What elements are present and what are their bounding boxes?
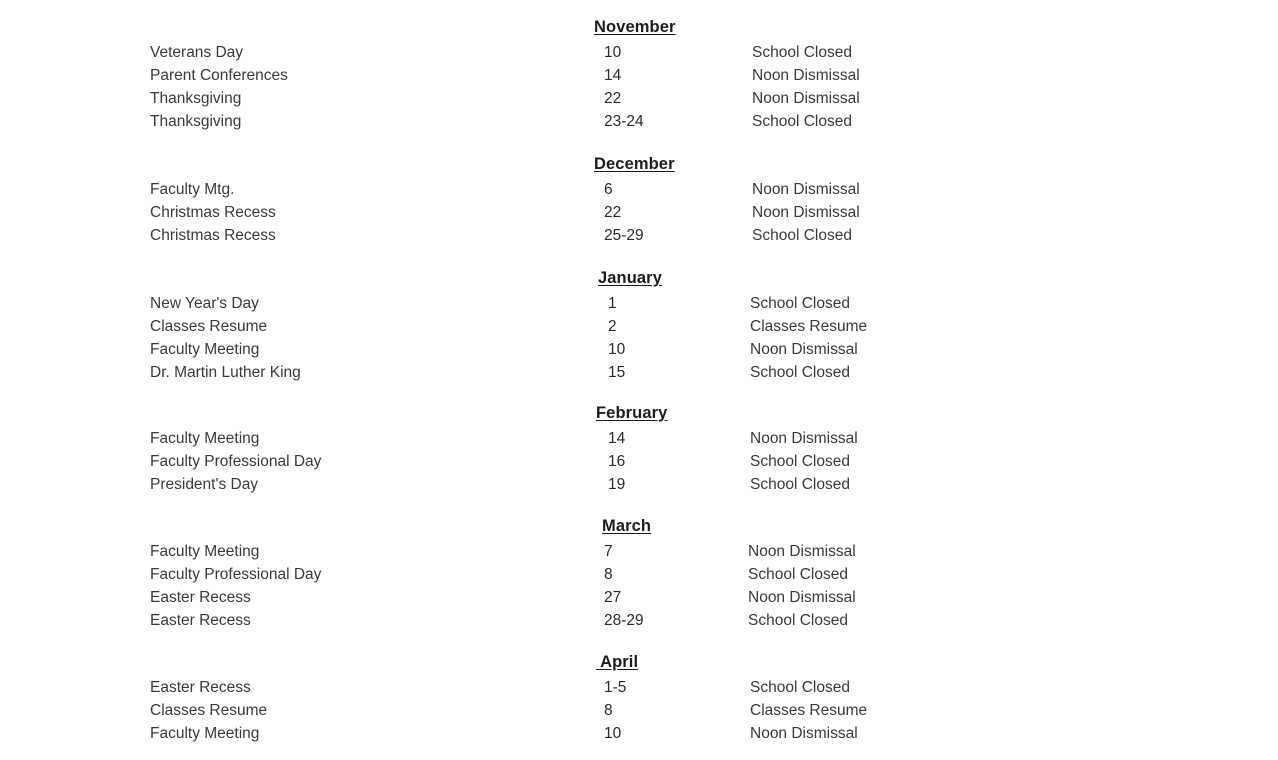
event-date: 7 — [604, 543, 613, 560]
month-name: February — [596, 404, 668, 422]
calendar-row — [0, 612, 1278, 635]
event-name: Thanksgiving — [150, 90, 242, 107]
month-heading-row — [0, 517, 1278, 543]
event-date: 16 — [608, 453, 626, 470]
event-date: 10 — [608, 341, 626, 358]
event-date: 6 — [604, 181, 613, 198]
month-heading-row — [0, 404, 1278, 430]
calendar-row — [0, 476, 1278, 499]
calendar-row — [0, 543, 1278, 566]
event-name: Easter Recess — [150, 679, 251, 696]
event-status: School Closed — [750, 679, 850, 696]
month-name: March — [602, 517, 652, 535]
calendar-row — [0, 566, 1278, 589]
event-name: Thanksgiving — [150, 113, 242, 130]
event-name: Faculty Mtg. — [150, 181, 235, 198]
event-status: Noon Dismissal — [750, 341, 858, 358]
event-status: School Closed — [752, 44, 852, 61]
event-name: Easter Recess — [150, 589, 251, 606]
event-name: Faculty Meeting — [150, 430, 260, 447]
month-block — [0, 653, 1278, 748]
event-name: Classes Resume — [150, 318, 268, 335]
event-name: New Year's Day — [150, 295, 259, 312]
event-status: School Closed — [752, 113, 852, 130]
event-date: 14 — [608, 430, 626, 447]
event-name: Easter Recess — [150, 612, 251, 629]
event-date: 10 — [604, 44, 622, 61]
event-date: 8 — [604, 566, 613, 583]
month-block — [0, 18, 1278, 136]
event-name: Veterans Day — [150, 44, 244, 61]
event-status: Noon Dismissal — [748, 589, 856, 606]
calendar-row — [0, 204, 1278, 227]
calendar-row — [0, 227, 1278, 250]
event-status: School Closed — [750, 295, 850, 312]
calendar-row — [0, 318, 1278, 341]
event-date: 15 — [608, 364, 626, 381]
event-status: Classes Resume — [750, 702, 868, 719]
event-name: Parent Conferences — [150, 67, 288, 84]
calendar-row — [0, 702, 1278, 725]
event-status: School Closed — [752, 227, 852, 244]
calendar-row — [0, 90, 1278, 113]
event-name: Christmas Recess — [150, 227, 276, 244]
event-status: School Closed — [748, 566, 848, 583]
event-status: Noon Dismissal — [750, 725, 858, 742]
event-date: 1 — [608, 295, 617, 312]
event-name: Faculty Professional Day — [150, 453, 322, 470]
month-name: April — [596, 653, 639, 671]
event-name: Faculty Meeting — [150, 341, 260, 358]
calendar-row — [0, 341, 1278, 364]
month-name: December — [594, 155, 675, 173]
event-name: Classes Resume — [150, 702, 268, 719]
event-date: 14 — [604, 67, 622, 84]
month-block — [0, 404, 1278, 499]
event-status: Noon Dismissal — [752, 90, 860, 107]
month-block — [0, 517, 1278, 635]
event-date: 1-5 — [604, 679, 627, 696]
event-date: 2 — [608, 318, 617, 335]
calendar-row — [0, 725, 1278, 748]
event-date: 28-29 — [604, 612, 644, 629]
calendar-row — [0, 453, 1278, 476]
event-status: Noon Dismissal — [752, 204, 860, 221]
month-name: January — [598, 269, 662, 287]
event-status: Classes Resume — [750, 318, 868, 335]
event-date: 19 — [608, 476, 626, 493]
event-date: 23-24 — [604, 113, 644, 130]
calendar-row — [0, 113, 1278, 136]
event-status: Noon Dismissal — [748, 543, 856, 560]
event-name: Christmas Recess — [150, 204, 276, 221]
event-date: 25-29 — [604, 227, 644, 244]
calendar-row — [0, 589, 1278, 612]
calendar-row — [0, 181, 1278, 204]
month-block — [0, 269, 1278, 387]
month-heading-row — [0, 653, 1278, 679]
month-heading-row — [0, 269, 1278, 295]
event-status: School Closed — [750, 453, 850, 470]
month-heading-row — [0, 155, 1278, 181]
month-heading-row — [0, 18, 1278, 44]
event-status: School Closed — [750, 476, 850, 493]
event-date: 22 — [604, 204, 622, 221]
calendar-row — [0, 679, 1278, 702]
event-name: Dr. Martin Luther King — [150, 364, 301, 381]
event-status: School Closed — [750, 364, 850, 381]
calendar-row — [0, 67, 1278, 90]
event-date: 10 — [604, 725, 622, 742]
event-date: 8 — [604, 702, 613, 719]
event-status: Noon Dismissal — [752, 67, 860, 84]
event-status: Noon Dismissal — [750, 430, 858, 447]
event-name: Faculty Meeting — [150, 543, 260, 560]
calendar-row — [0, 44, 1278, 67]
event-name: President's Day — [150, 476, 259, 493]
calendar-row — [0, 295, 1278, 318]
month-name: November — [594, 18, 676, 36]
month-block — [0, 155, 1278, 250]
calendar-row — [0, 430, 1278, 453]
calendar-row — [0, 364, 1278, 387]
event-status: School Closed — [748, 612, 848, 629]
event-date: 22 — [604, 90, 622, 107]
event-date: 27 — [604, 589, 622, 606]
event-name: Faculty Meeting — [150, 725, 260, 742]
event-name: Faculty Professional Day — [150, 566, 322, 583]
event-status: Noon Dismissal — [752, 181, 860, 198]
